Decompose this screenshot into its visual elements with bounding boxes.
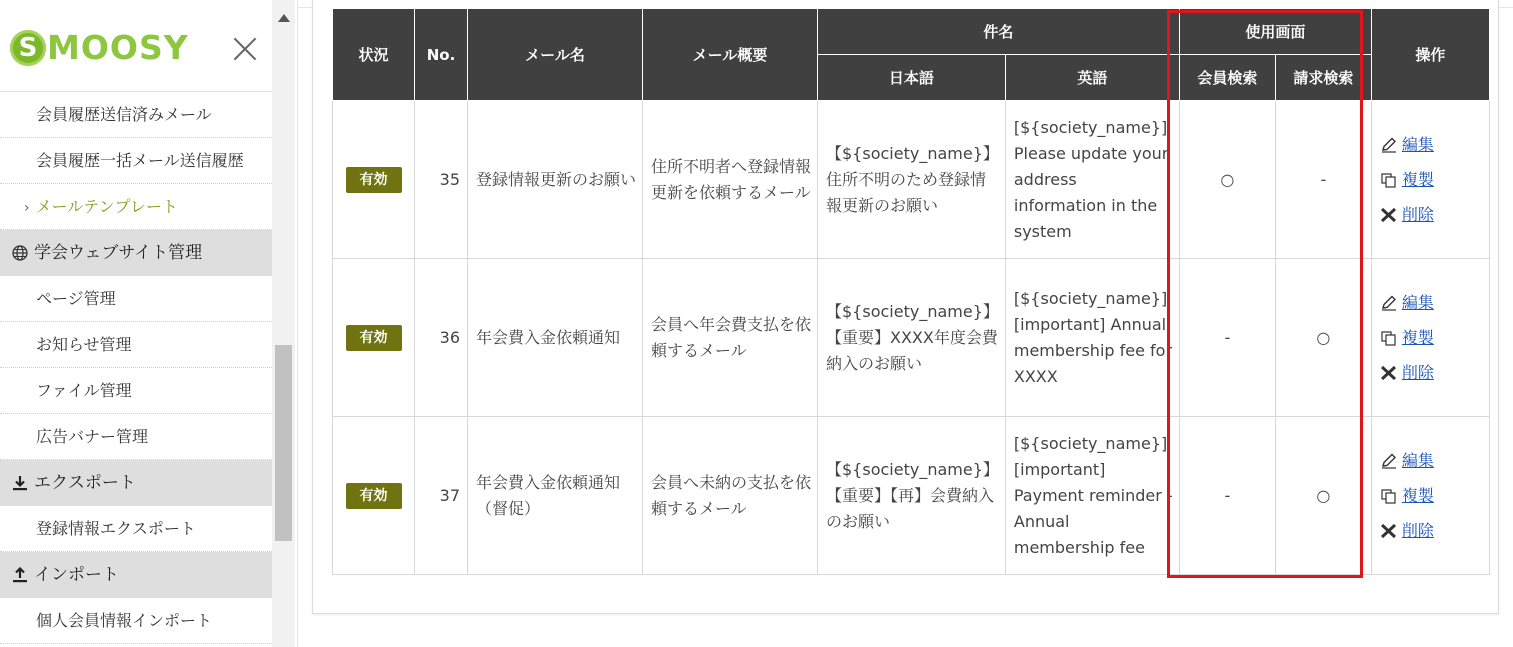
copy-link[interactable]: 複製: [1401, 327, 1434, 347]
chevron-right-icon: ›: [24, 200, 30, 216]
sidebar-item-member-import[interactable]: [0, 598, 272, 644]
header-subject-ja: 日本語: [818, 55, 1006, 101]
sidebar-section-label: インポート: [34, 565, 119, 585]
delete-x-icon: [1380, 523, 1402, 539]
sidebar: [0, 0, 272, 647]
sidebar-item-news-management[interactable]: [0, 322, 272, 368]
globe-icon: [10, 245, 30, 261]
header-operations: 操作: [1371, 9, 1489, 101]
operations-cell: [1371, 101, 1489, 259]
sidebar-item-label: 会員履歴一括メール送信履歴: [36, 151, 244, 170]
header-mail-name: メール名: [468, 9, 643, 101]
subject-ja-cell: 【${society_name}】【重要】【再】会費納入のお願い: [818, 417, 1006, 575]
delete-link[interactable]: 削除: [1401, 362, 1434, 382]
header-no: No.: [415, 9, 468, 101]
header-status: 状況: [333, 9, 415, 101]
sidebar-scrollbar[interactable]: [272, 0, 295, 647]
mail-summary-cell: 会員へ未納の支払を依頼するメール: [643, 417, 818, 575]
sidebar-item-sent-mail[interactable]: [0, 92, 272, 138]
no-cell: 37: [415, 417, 468, 575]
sidebar-section-website[interactable]: [0, 230, 272, 276]
status-badge: 有効: [346, 325, 402, 351]
header-member-search: 会員検索: [1179, 55, 1275, 101]
upload-icon: [10, 567, 30, 583]
sidebar-section-label: 学会ウェブサイト管理: [34, 243, 203, 263]
mail-name-cell: 年会費入金依頼通知（督促）: [468, 417, 643, 575]
smoosy-logo[interactable]: [10, 28, 189, 67]
logo-mark: S: [10, 30, 46, 66]
sidebar-item-label: ページ管理: [36, 289, 116, 308]
subject-en-cell: [${society_name}] [important] Payment reminder - Annual membership fee: [1005, 417, 1179, 575]
copy-link[interactable]: 複製: [1401, 485, 1434, 505]
sidebar-header: [0, 0, 272, 92]
member-search-cell: -: [1179, 259, 1275, 417]
mail-summary-cell: 住所不明者へ登録情報更新を依頼するメール: [643, 101, 818, 259]
sidebar-item-label: 広告バナー管理: [36, 427, 149, 446]
mail-name-cell: 年会費入金依頼通知: [468, 259, 643, 417]
mail-name-cell: 登録情報更新のお願い: [468, 101, 643, 259]
sidebar-item-bulk-mail-history[interactable]: [0, 138, 272, 184]
subject-ja-cell: 【${society_name}】住所不明のため登録情報更新のお願い: [818, 101, 1006, 259]
table-row: [333, 259, 1490, 417]
subject-en-cell: [${society_name}] Please update your address information in the system: [1005, 101, 1179, 259]
invoice-search-cell: -: [1275, 101, 1371, 259]
scrollbar-thumb[interactable]: [275, 345, 292, 541]
sidebar-item-banner-management[interactable]: [0, 414, 272, 460]
sidebar-item-file-management[interactable]: [0, 368, 272, 414]
sidebar-section-export[interactable]: [0, 460, 272, 506]
copy-link[interactable]: 複製: [1401, 169, 1434, 189]
copy-icon: [1380, 488, 1402, 504]
sidebar-item-label: 個人会員情報インポート: [36, 611, 213, 630]
delete-x-icon: [1380, 207, 1402, 223]
sidebar-section-label: エクスポート: [34, 473, 136, 493]
header-subject-en: 英語: [1005, 55, 1179, 101]
invoice-search-cell: ○: [1275, 417, 1371, 575]
copy-icon: [1380, 330, 1402, 346]
download-icon: [10, 475, 30, 491]
header-invoice-search: 請求検索: [1275, 55, 1371, 101]
mail-summary-cell: 会員へ年会費支払を依頼するメール: [643, 259, 818, 417]
member-search-cell: ○: [1179, 101, 1275, 259]
pencil-icon: [1380, 453, 1402, 469]
close-icon[interactable]: [232, 36, 258, 62]
pencil-icon: [1380, 137, 1402, 153]
subject-ja-cell: 【${society_name}】【重要】XXXX年度会費納入のお願い: [818, 259, 1006, 417]
table-row: [333, 417, 1490, 575]
delete-link[interactable]: 削除: [1401, 204, 1434, 224]
sidebar-item-page-management[interactable]: [0, 276, 272, 322]
status-badge: 有効: [346, 167, 402, 193]
copy-icon: [1380, 172, 1402, 188]
status-cell: [333, 259, 415, 417]
edit-link[interactable]: 編集: [1401, 134, 1434, 154]
mail-template-table: [332, 8, 1490, 575]
header-mail-summary: メール概要: [643, 9, 818, 101]
delete-x-icon: [1380, 365, 1402, 381]
invoice-search-cell: ○: [1275, 259, 1371, 417]
scroll-up-arrow-icon[interactable]: [278, 14, 290, 22]
status-cell: [333, 101, 415, 259]
no-cell: 36: [415, 259, 468, 417]
header-usage-screen: 使用画面: [1179, 9, 1371, 55]
table-row: [333, 101, 1490, 259]
sidebar-item-registration-export[interactable]: [0, 506, 272, 552]
header-subject: 件名: [818, 9, 1180, 55]
pencil-icon: [1380, 295, 1402, 311]
status-badge: 有効: [346, 483, 402, 509]
logo-text: MOOSY: [47, 28, 189, 67]
sidebar-item-label: メールテンプレート: [35, 197, 178, 216]
operations-cell: [1371, 417, 1489, 575]
no-cell: 35: [415, 101, 468, 259]
sidebar-item-label: ファイル管理: [36, 381, 132, 400]
sidebar-item-label: 会員履歴送信済みメール: [36, 105, 212, 124]
edit-link[interactable]: 編集: [1401, 450, 1434, 470]
sidebar-section-import[interactable]: [0, 552, 272, 598]
member-search-cell: -: [1179, 417, 1275, 575]
sidebar-item-label: お知らせ管理: [36, 335, 132, 354]
edit-link[interactable]: 編集: [1401, 292, 1434, 312]
sidebar-item-label: 登録情報エクスポート: [36, 519, 196, 538]
sidebar-divider: [297, 0, 298, 647]
delete-link[interactable]: 削除: [1401, 520, 1434, 540]
subject-en-cell: [${society_name}] [important] Annual membership fee for XXXX: [1005, 259, 1179, 417]
operations-cell: [1371, 259, 1489, 417]
sidebar-item-mail-template[interactable]: [0, 184, 272, 230]
status-cell: [333, 417, 415, 575]
